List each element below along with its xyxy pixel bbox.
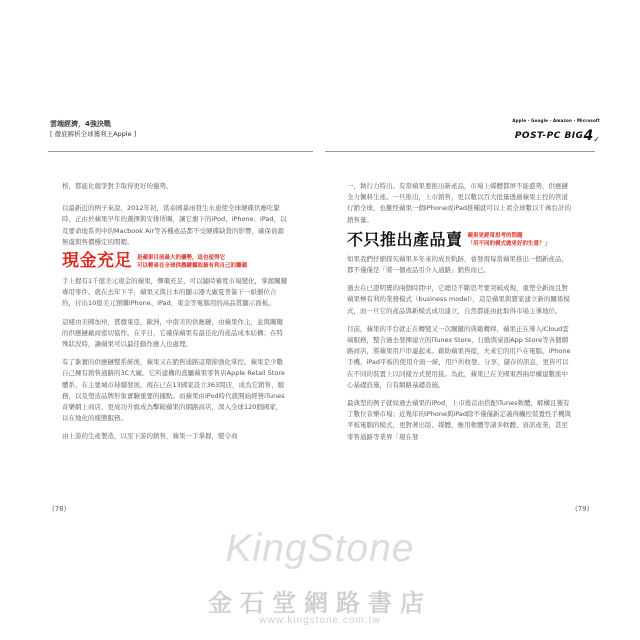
book-subtitle: [ 徹底解析全球獲利王Apple ] [50, 130, 137, 138]
series-title: POST-PC BIG [514, 131, 584, 141]
subtitle-line: 是蘋果目前最大的優勢，這也使得它 [137, 255, 226, 262]
section-heading-subtitle [137, 254, 247, 270]
subtitle-line: 蘋果更經常思考的問題 [467, 232, 523, 239]
paragraph: 有了紮實的供應鏈整系統後，蘋果又在銷售通路這環節強化掌控。蘋果是少數自己擁有銷售通路的3C大廠。它所建構的直屬蘋果零售店Apple Retail Store體系，在主要城市持續發展，現在已在13國家設立363間店，成為它銷售、服務，以及塑造品牌形象實驗重要的據點。而蘋果由iPod時代就開始經營iTunes音樂網上商店，更成功升級成為擊破蘋果的網路商店，深入全球120個國家，以在地化的樣態服務。 [62, 358, 285, 423]
paragraph: 手上握有1千億美元現金的蘋果，彈藥充足，可以隨時審度市場變化，掌握關鍵專用零件。就在去年下半，蘋果又與日本的顯示器大廠夏普簽下一紙額位合約，付出10億美元預購iPhone、iPad，東金等電腦用的高品質顯示面板。 [62, 277, 288, 308]
page-number-right: (79) [575, 505, 590, 513]
check-icon: ✓ [593, 135, 600, 144]
paragraph: 最典型的例子就如過去蘋果的iPod，上市後首由搭配iTunes軟體，解構且獲有了數位音樂市場；近幾年的iPhone與iPad除不僅僅新定義得觸控裝置性手機與平板電腦的模式，更對著出版、媒體、應用軟體等諸多軟體、資訊產業，甚至零售通路等業界「現在發 [347, 399, 571, 441]
paragraph: 一，執行力特出。有當蘋果要推出新產品，市場上媒體都屏不能盛勢，供應鏈全力佩料生產。一旦推出，上市銷售，更以數以百大批量透過蘋果主控的管道行銷全球，也難怪蘋果一個iPhone或iPad推種就可以上看全球數以千萬台計的銷售量。 [347, 182, 571, 224]
paragraph: 目前，蘋果的平台就正在轉變又一次關鍵的典範轉移，蘋果正在導入iCloud雲端服務，整合過去發揮建立的iTunes Store、行動與桌面App Store等各個網路商店，將蘋果用戶串連起來。藉助蘋果再提，夫來它的用戶在電腦、iPhone手機，iPad平板的使用介面一統，用戶所收發、分享、儲存的訊息，更皆可以在不同的裝置上以同樣方式使用接。為此，蘋果已在美國東西兩岸構建數座中心基礎設施，自有網路基礎設施。 [347, 324, 571, 389]
paragraph: 格，都能比競爭對手取得更好的優勢。 [62, 182, 173, 190]
running-header-right [512, 118, 600, 144]
paragraph: 以最新近的例子來說，2012年初，當泰國暴雨發生水患使全球硬碟供應吃緊時，正由於蘋果早年的選擇與安排所賜，讓它旗下的iPod、iPhone、iPad，以及要命地系列中的Macbook Air等各種產品都不受硬碟缺貨的影響，確保資源無虞與售價穩定的閒暇。 [62, 204, 287, 246]
header-rule-right [325, 151, 595, 152]
watermark-url: www.kingstone.com.tw [259, 615, 381, 626]
series-number: 4 [583, 128, 594, 144]
page-number-left: (78) [52, 505, 67, 513]
section-heading-subtitle [468, 232, 551, 248]
paragraph: 過去在已證明賣的兩個時間中，它總是不斷思考要突破成規，重塑全新而且對蘋果極有利的業務模式（business model），這是蘋果與賣家建立新的關係模式，而一旦它的產品與新模式成功建立，自然都能由此取得市場主導地位。 [347, 284, 570, 315]
right-page-text [347, 181, 573, 443]
header-rule-left [48, 151, 313, 152]
book-title: 雲端經濟，4強決戰 [50, 120, 111, 128]
paragraph: 由上游的生產製造，以至下游的銷售，蘋果一手掌握，變令商 [62, 432, 238, 441]
section-heading-title: 現金充足 [62, 251, 132, 272]
section-heading-title: 不只推出產品賣 [347, 230, 463, 250]
left-page-text [62, 181, 288, 443]
section-heading [347, 232, 573, 248]
watermark-store-name: 金石堂網路書店 [208, 588, 432, 617]
paragraph: 這樣由美國加州，貫徹東亞，歐洲，中南美的供應鏈，由蘋果作主，並與關鍵的供應鏈廠商密切協作。在平日，它確保蘋果有最佳化的產品成本結構；在特殊狀況時，讓蘋果可以最佳動作應人也處理。 [62, 317, 283, 349]
watermark-logo: KingStone [225, 527, 415, 570]
running-header-left [50, 119, 136, 139]
section-heading [62, 251, 288, 272]
subtitle-line: 「用不同的模式做更好的生意？」 [467, 240, 551, 247]
series-caption: Apple · Google · Amazon · Microsoft [512, 118, 600, 123]
subtitle-line: 可以輕易在全球供應鏈攝取最有利自己的籌碼 [137, 263, 248, 270]
paragraph: 如果我們仔細探究蘋果多年來的成長軌跡，會發現每當蘋果推出一個新產品，都不僅僅是「將一個產品引介入通路」銷售而已。 [347, 254, 568, 275]
